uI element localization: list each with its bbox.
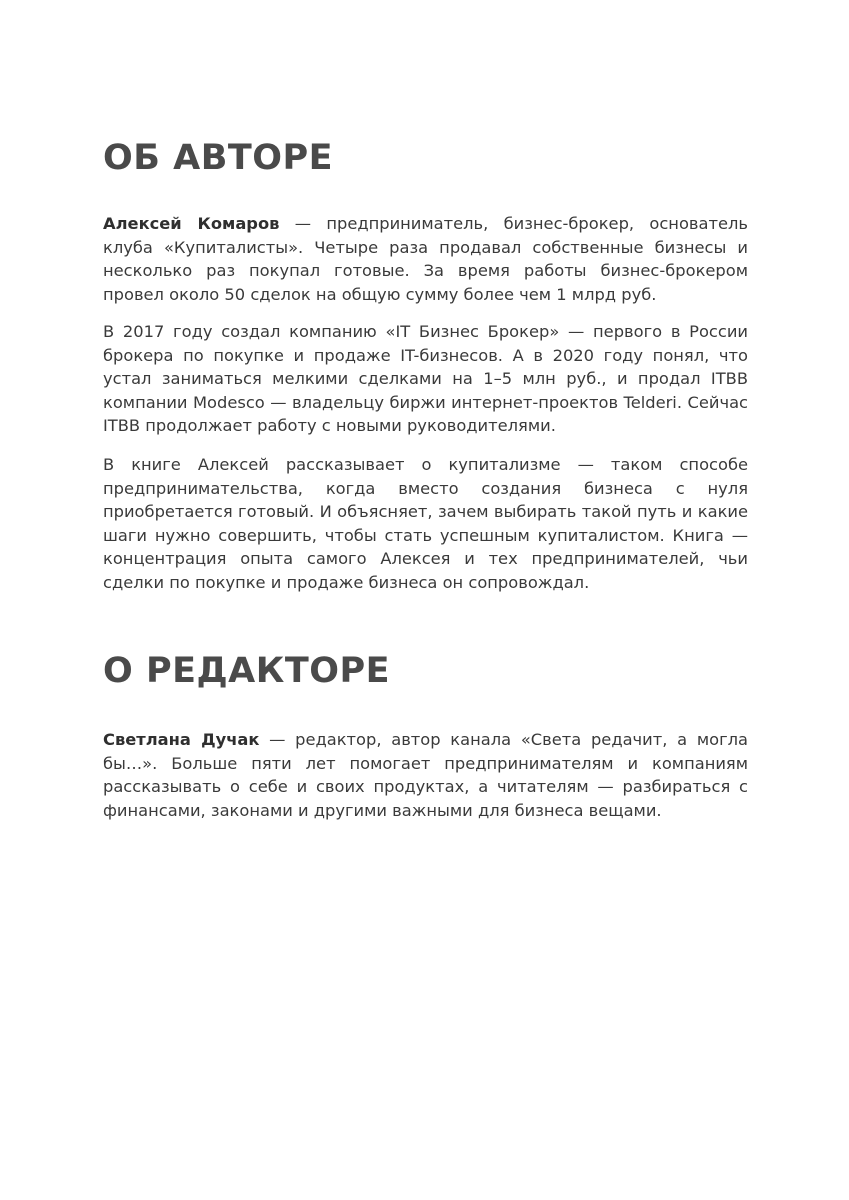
editor-paragraph-1-text: — редактор, автор канала «Света редачит, а могла бы…». Больше пяти лет помогает предпринимателям и компаниям рассказывать о себе и своих продуктах, а читателям — разбираться с финансами, законами и другими важными для бизнеса вещами. — [103, 730, 749, 820]
editor-paragraph-1 — [103, 728, 748, 822]
about-author-heading: ОБ АВТОРЕ — [103, 138, 334, 178]
author-paragraph-1-text: — предприниматель, бизнес-брокер, основатель клуба «Купиталисты». Четыре раза продавал собственные бизнесы и несколько раз покупал готовые. За время работы бизнес-брокером провел около 50 сделок на общую сумму более чем 1 млрд руб. — [103, 214, 748, 304]
author-paragraph-2: В 2017 году создал компанию «IT Бизнес Брокер» — первого в России брокера по покупке и продаже IT-бизнесов. А в 2020 году понял, что устал заниматься мелкими сделками на 1–5 млн руб., и продал ITBB компании Modesco — владельцу биржи интернет-проектов Telderi. Сейчас ITBB продолжает работу с новыми руководителями. — [103, 322, 748, 436]
author-name: Алексей Комаров — [103, 214, 280, 233]
author-paragraph-3: В книге Алексей рассказывает о купитализме — таком способе предпринимательства, когда вместо создания бизнеса с нуля приобретается готовый. И объясняет, зачем выбирать такой путь и какие шаги нужно совершить, чтобы стать успешным купиталистом. Книга — концентрация опыта самого Алексея и тех предпринимателей, чьи сделки по покупке и продаже бизнеса он сопровождал. — [103, 455, 748, 592]
about-editor-heading: О РЕДАКТОРЕ — [103, 651, 391, 691]
editor-name: Светлана Дучак — [103, 730, 260, 749]
author-paragraph-1 — [103, 212, 748, 306]
